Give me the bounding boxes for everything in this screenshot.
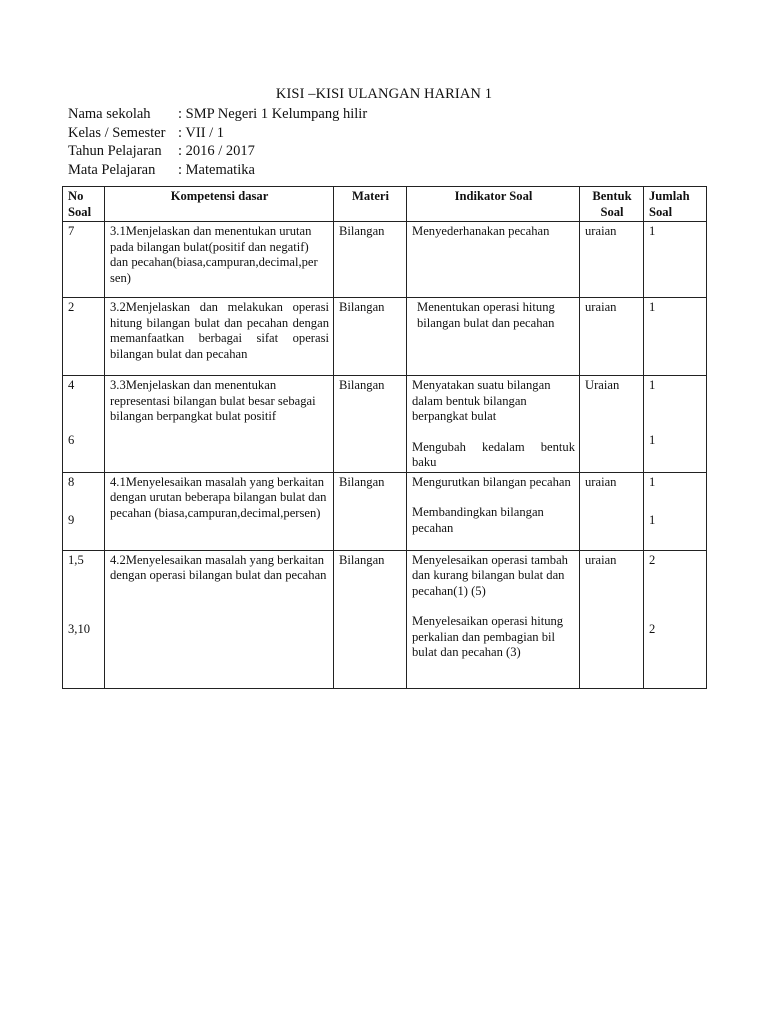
table-row — [63, 550, 707, 688]
cell-jumlah — [644, 222, 707, 298]
info-row-subject — [68, 161, 367, 180]
header-materi: Materi — [334, 187, 407, 222]
document-title: KISI –KISI ULANGAN HARIAN 1 — [275, 86, 493, 102]
no-soal-value: 4 — [68, 378, 75, 392]
info-row-year — [68, 142, 367, 161]
info-row-school — [68, 105, 367, 124]
info-label: Nama sekolah — [68, 106, 151, 122]
jumlah-value: 1 — [649, 474, 656, 489]
table-row — [63, 298, 707, 376]
indikator-text: Menyelesaikan operasi hitung perkalian dan pembagian bil bulat dan pecahan (3) — [412, 614, 564, 659]
jumlah-value: 1 — [649, 513, 656, 527]
cell-bentuk: uraian — [580, 472, 644, 550]
cell-jumlah — [644, 550, 707, 688]
cell-kompetensi: 4.1Menyelesaikan masalah yang berkaitan dengan urutan beberapa bilangan bulat dan pecahan (biasa,campuran,decimal,persen) — [105, 472, 334, 550]
table-row — [63, 222, 707, 298]
header-kompetensi: Kompetensi dasar — [105, 187, 334, 222]
cell-no-soal — [63, 550, 105, 688]
indikator-text: Menyelesaikan operasi tambah dan kurang bilangan bulat dan pecahan(1) (5) — [412, 552, 568, 598]
cell-materi: Bilangan — [334, 376, 407, 473]
cell-indikator — [407, 550, 580, 688]
no-soal-value: 7 — [68, 224, 75, 238]
header-no-soal: No Soal — [63, 187, 105, 222]
table-header-row — [63, 187, 707, 222]
info-value: : SMP Negeri 1 Kelumpang hilir — [178, 106, 368, 122]
cell-indikator — [407, 376, 580, 473]
cell-materi: Bilangan — [334, 472, 407, 550]
table-row — [63, 472, 707, 550]
cell-kompetensi: 3.1Menjelaskan dan menentukan urutan pada bilangan bulat(positif dan negatif) dan pecahan(biasa,campuran,decimal,per sen) — [105, 222, 334, 298]
cell-bentuk: uraian — [580, 550, 644, 688]
cell-materi: Bilangan — [334, 298, 407, 376]
indikator-text: Menyatakan suatu bilangan dalam bentuk bilangan berpangkat bulat — [412, 378, 551, 423]
header-indikator: Indikator Soal — [407, 187, 580, 222]
cell-jumlah — [644, 472, 707, 550]
info-value: : Matematika — [178, 161, 255, 178]
cell-no-soal — [63, 298, 105, 376]
jumlah-value: 2 — [649, 552, 656, 567]
info-label: Tahun Pelajaran — [68, 143, 162, 159]
no-soal-value: 1,5 — [68, 552, 84, 567]
cell-no-soal — [63, 472, 105, 550]
header-jumlah: Jumlah Soal — [644, 187, 707, 222]
indikator-text: Mengubah kedalam bentuk baku — [412, 439, 575, 469]
jumlah-value: 1 — [649, 300, 656, 314]
cell-bentuk: uraian — [580, 222, 644, 298]
cell-bentuk: uraian — [580, 298, 644, 376]
cell-bentuk: Uraian — [580, 376, 644, 473]
info-row-class — [68, 124, 367, 143]
cell-kompetensi: 3.3Menjelaskan dan menentukan representasi bilangan bulat besar sebagai bilangan berpangkat bulat positif — [105, 376, 334, 473]
cell-jumlah — [644, 298, 707, 376]
info-label: Kelas / Semester — [68, 124, 166, 141]
header-bentuk: Bentuk Soal — [580, 187, 644, 222]
info-label: Mata Pelajaran — [68, 161, 156, 178]
info-value: : 2016 / 2017 — [178, 143, 255, 159]
cell-materi: Bilangan — [334, 222, 407, 298]
cell-indikator — [407, 298, 580, 376]
cell-indikator — [407, 222, 580, 298]
cell-no-soal — [63, 376, 105, 473]
kisi-kisi-table — [62, 186, 707, 689]
jumlah-value: 1 — [649, 378, 656, 392]
indikator-text: Menyederhanakan pecahan — [412, 224, 550, 238]
no-soal-value: 6 — [68, 432, 75, 447]
no-soal-value: 9 — [68, 513, 75, 527]
indikator-text: Menentukan operasi hitung bilangan bulat dan pecahan — [417, 300, 555, 330]
info-value: : VII / 1 — [178, 124, 225, 141]
document-info — [68, 105, 367, 179]
indikator-text: Mengurutkan bilangan pecahan — [412, 474, 571, 489]
cell-no-soal — [63, 222, 105, 298]
jumlah-value: 1 — [649, 432, 656, 447]
jumlah-value: 2 — [649, 622, 656, 636]
cell-indikator — [407, 472, 580, 550]
no-soal-value: 2 — [68, 300, 75, 314]
no-soal-value: 8 — [68, 474, 75, 489]
no-soal-value: 3,10 — [68, 622, 91, 636]
cell-jumlah — [644, 376, 707, 473]
indikator-text: Membandingkan bilangan pecahan — [412, 505, 544, 535]
cell-kompetensi: 4.2Menyelesaikan masalah yang berkaitan dengan operasi bilangan bulat dan pecahan — [105, 550, 334, 688]
table-row — [63, 376, 707, 473]
cell-kompetensi: 3.2Menjelaskan dan melakukan operasi hitung bilangan bulat dan pecahan dengan memanfaatkan berbagai sifat operasi bilangan bulat dan pecahan — [105, 298, 334, 376]
cell-materi: Bilangan — [334, 550, 407, 688]
jumlah-value: 1 — [649, 224, 656, 238]
